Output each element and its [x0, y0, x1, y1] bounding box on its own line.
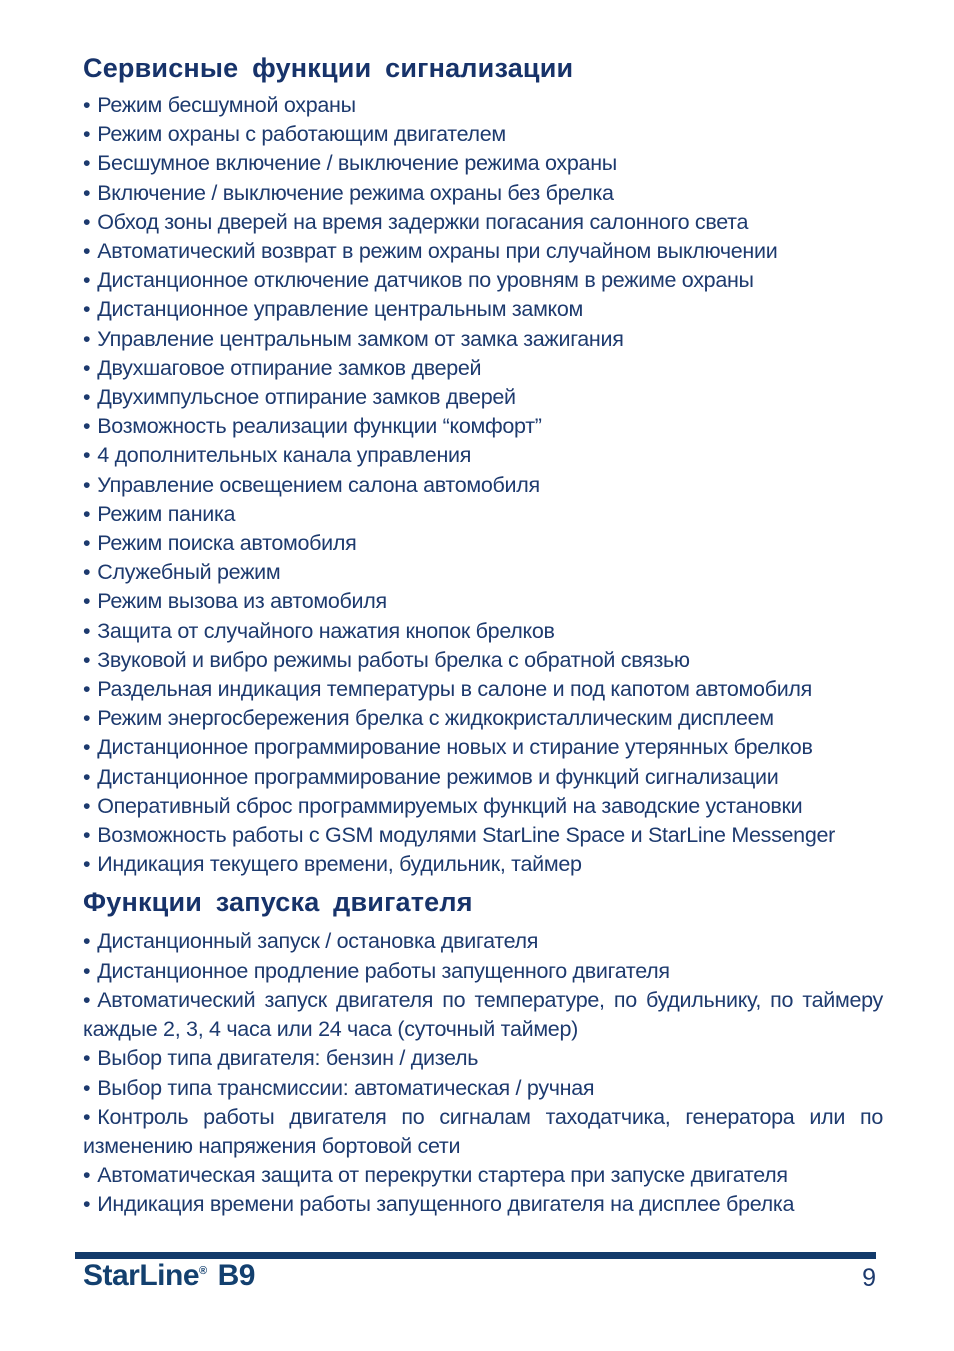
bullet-icon: • [83, 958, 91, 983]
list-item-text: Бесшумное включение / выключение режима охраны [97, 151, 617, 176]
bullet-icon: • [83, 151, 91, 176]
list-item-text: Обход зоны дверей на время задержки погасания салонного света [97, 209, 749, 234]
bullet-icon: • [83, 1104, 91, 1129]
bullet-icon: • [83, 239, 91, 264]
list-item [83, 1103, 883, 1161]
bullet-icon: • [83, 706, 91, 731]
starline-logo-model: B9 [217, 1259, 255, 1292]
list-item-text: Дистанционный запуск / остановка двигателя [97, 929, 539, 954]
list-item [83, 471, 883, 500]
bullet-icon: • [83, 180, 91, 205]
list-item [83, 325, 883, 354]
list-item-text: Выбор типа трансмиссии: автоматическая / ручная [97, 1075, 595, 1100]
bullet-icon: • [83, 560, 91, 585]
list-item [83, 733, 883, 762]
list-item-text: Режим паника [97, 501, 236, 526]
section [83, 53, 883, 879]
list-item [83, 1190, 883, 1219]
list-item-text: Дистанционное управление центральным замком [97, 297, 584, 322]
bullet-icon: • [83, 1192, 91, 1217]
bullet-icon: • [83, 93, 91, 117]
list-item-text: 4 дополнительных канала управления [97, 443, 472, 468]
bullet-icon: • [83, 355, 91, 380]
bullet-icon: • [83, 501, 91, 526]
list-item-text: Индикация времени работы запущенного двигателя на дисплее брелка [97, 1192, 795, 1217]
list-item-text: Режим поиска автомобиля [97, 531, 357, 556]
bullet-icon: • [83, 122, 91, 147]
list-item-text: Звуковой и вибро режимы работы брелка с обратной связью [97, 647, 690, 672]
bullet-icon: • [83, 735, 91, 760]
bullet-icon: • [83, 677, 91, 702]
list-item-text: Управление освещением салона автомобиля [97, 472, 540, 497]
starline-logo-brand: StarLine [83, 1259, 200, 1292]
list-item-text: Управление центральным замком от замка зажигания [97, 326, 624, 351]
list-item [83, 500, 883, 529]
bullet-icon: • [83, 1075, 91, 1100]
list-item-text: Включение / выключение режима охраны без брелка [97, 180, 614, 205]
list-item [83, 986, 883, 1044]
list-item [83, 821, 883, 850]
list-item [83, 1074, 883, 1103]
bullet-icon: • [83, 326, 91, 351]
list-item [83, 646, 883, 675]
list-item [83, 412, 883, 441]
bullet-icon: • [83, 1163, 91, 1188]
list-item-text: Служебный режим [97, 560, 281, 585]
list-item-text: Режим вызова из автомобиля [97, 589, 387, 614]
list-item-text: Режим энергосбережения брелка с жидкокристаллическим дисплеем [97, 706, 774, 731]
page-content [83, 53, 883, 1220]
bullet-icon: • [83, 929, 91, 954]
list-item-text: Автоматическая защита от перекрутки стартера при запуске двигателя [97, 1163, 788, 1188]
list-item-text: Автоматический запуск двигателя по температуре, по будильнику, по таймеру каждые 2, 3, 4 часа или 24 часа (суточный таймер) [83, 987, 883, 1042]
bullet-icon: • [83, 647, 91, 672]
list-item-text: Двухимпульсное отпирание замков дверей [97, 385, 516, 410]
list-item [83, 927, 883, 956]
list-item-text: Защита от случайного нажатия кнопок брелков [97, 618, 555, 643]
bullet-icon: • [83, 618, 91, 643]
bullet-icon: • [83, 1046, 91, 1071]
list-item [83, 149, 883, 178]
list-item-text: Выбор типа двигателя: бензин / дизель [97, 1046, 479, 1071]
list-item-text: Двухшаговое отпирание замков дверей [97, 355, 482, 380]
section [83, 887, 883, 1219]
starline-logo [83, 1259, 255, 1293]
list-item [83, 354, 883, 383]
list-item [83, 91, 883, 120]
section-title: Функции запуска двигателя [83, 887, 473, 918]
list-item [83, 558, 883, 587]
bullet-icon: • [83, 823, 91, 848]
registered-trademark-icon: ® [199, 1265, 207, 1277]
list-item [83, 1161, 883, 1190]
footer-divider [75, 1252, 876, 1259]
list-item-text: Дистанционное программирование новых и стирание утерянных брелков [97, 735, 813, 760]
list-item [83, 179, 883, 208]
list-item [83, 529, 883, 558]
bullet-icon: • [83, 472, 91, 497]
bullet-icon: • [83, 793, 91, 818]
list-item [83, 704, 883, 733]
list-item-text: Режим бесшумной охраны [97, 93, 356, 117]
list-item [83, 266, 883, 295]
list-item-text: Режим охраны с работающим двигателем [97, 122, 506, 147]
list-item [83, 587, 883, 616]
bullet-icon: • [83, 297, 91, 322]
list-item [83, 237, 883, 266]
list-item-text: Дистанционное продление работы запущенного двигателя [97, 958, 670, 983]
list-item [83, 208, 883, 237]
bullet-icon: • [83, 414, 91, 439]
list-item [83, 120, 883, 149]
list-item [83, 792, 883, 821]
list-item-text: Дистанционное отключение датчиков по уровням в режиме охраны [97, 268, 754, 293]
list-item-text: Оперативный сброс программируемых функций на заводские установки [97, 793, 803, 818]
bullet-icon: • [83, 268, 91, 293]
list-item [83, 295, 883, 324]
section-title: Сервисные функции сигнализации [83, 53, 574, 83]
bullet-icon: • [83, 443, 91, 468]
page-number: 9 [862, 1264, 876, 1292]
list-item-text: Возможность реализации функции “комфорт” [97, 414, 542, 439]
bullet-icon: • [83, 385, 91, 410]
list-item [83, 957, 883, 986]
list-item [83, 617, 883, 646]
list-item-text: Индикация текущего времени, будильник, таймер [97, 852, 582, 877]
bullet-icon: • [83, 531, 91, 556]
bullet-icon: • [83, 987, 91, 1012]
list-item-text: Дистанционное программирование режимов и функций сигнализации [97, 764, 779, 789]
bullet-icon: • [83, 589, 91, 614]
list-item-text: Возможность работы с GSM модулями StarLine Space и StarLine Messenger [97, 823, 836, 848]
list-item [83, 1044, 883, 1073]
list-item-text: Контроль работы двигателя по сигналам таходатчика, генератора или по изменению напряжения бортовой сети [83, 1104, 883, 1158]
bullet-icon: • [83, 764, 91, 789]
list-item-text: Автоматический возврат в режим охраны при случайном выключении [97, 239, 778, 264]
list-item [83, 850, 883, 879]
list-item-text: Раздельная индикация температуры в салоне и под капотом автомобиля [97, 677, 813, 702]
list-item [83, 383, 883, 412]
bullet-icon: • [83, 209, 91, 234]
bullet-icon: • [83, 852, 91, 877]
list-item [83, 763, 883, 792]
list-item [83, 675, 883, 704]
list-item [83, 441, 883, 470]
